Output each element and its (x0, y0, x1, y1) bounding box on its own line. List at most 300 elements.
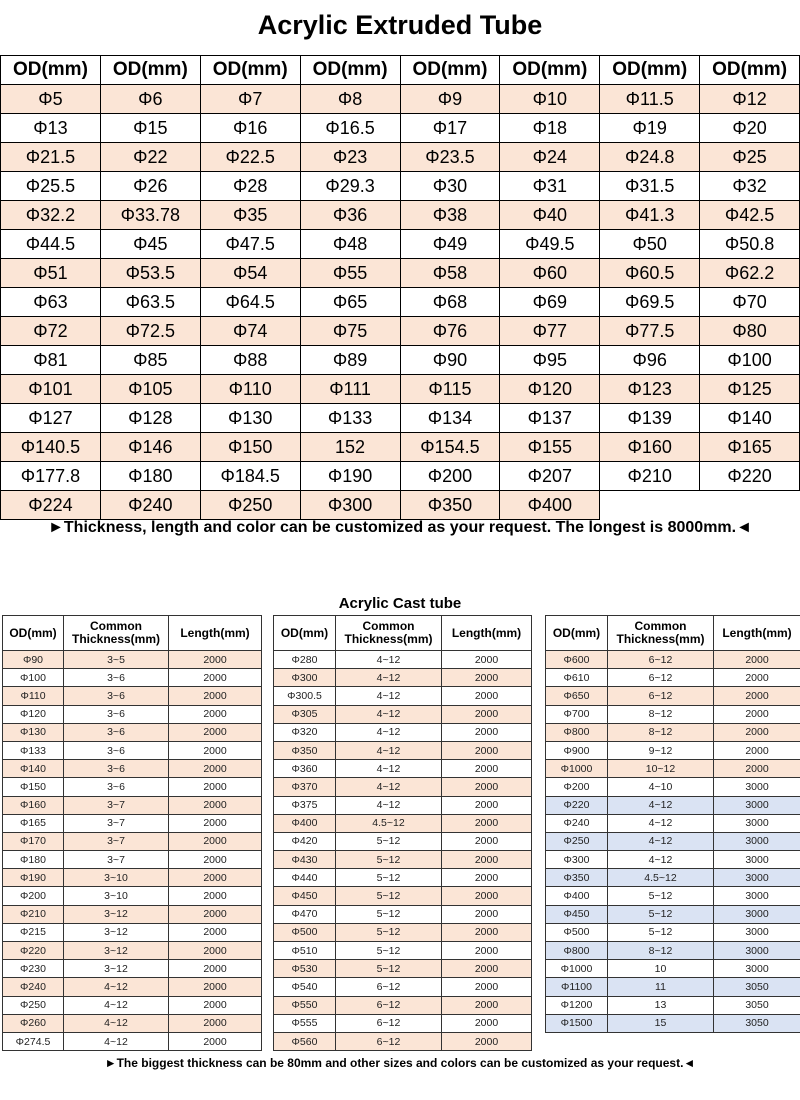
od-cell: Φ21.5 (1, 143, 101, 172)
column-header: OD(mm) (546, 616, 608, 651)
thickness-cell: 6~12 (608, 687, 714, 705)
od-cell: Φ89 (300, 346, 400, 375)
thickness-cell: 4~12 (336, 741, 442, 759)
od-cell: Φ450 (546, 905, 608, 923)
thickness-cell: 4~12 (336, 687, 442, 705)
length-cell: 3050 (714, 978, 800, 996)
table-row (3, 942, 262, 960)
od-cell: Φ33.78 (100, 201, 200, 230)
table-row (3, 687, 262, 705)
od-cell: Φ17 (400, 114, 500, 143)
od-cell: Φ610 (546, 669, 608, 687)
length-cell: 2000 (442, 760, 532, 778)
thickness-cell: 3~12 (64, 905, 169, 923)
thickness-cell: 5~12 (336, 832, 442, 850)
table-row (1, 491, 800, 520)
thickness-cell: 15 (608, 1014, 714, 1032)
table-row (274, 905, 532, 923)
od-cell: Φ220 (3, 942, 64, 960)
length-cell: 3000 (714, 887, 800, 905)
table-row (3, 778, 262, 796)
od-cell: Φ11.5 (600, 85, 700, 114)
length-cell: 2000 (169, 760, 262, 778)
extruded-note: ►Thickness, length and color can be customized as your request. The longest is 8000mm.◄ (48, 519, 752, 536)
table-row (274, 869, 532, 887)
column-header: Common Thickness(mm) (608, 616, 714, 651)
od-cell: Φ550 (274, 996, 336, 1014)
table-row (274, 760, 532, 778)
table-row (274, 942, 532, 960)
empty-cell (700, 491, 800, 520)
length-cell: 2000 (442, 814, 532, 832)
column-header: OD(mm) (3, 616, 64, 651)
length-cell: 2000 (169, 814, 262, 832)
length-cell: 2000 (442, 741, 532, 759)
od-cell: Φ200 (3, 887, 64, 905)
table-row (274, 887, 532, 905)
od-cell: Φ110 (200, 375, 300, 404)
od-cell: Φ77.5 (600, 317, 700, 346)
od-cell: Φ154.5 (400, 433, 500, 462)
table-row (1, 201, 800, 230)
od-cell: Φ250 (3, 996, 64, 1014)
column-header: OD(mm) (400, 56, 500, 85)
od-cell: Φ7 (200, 85, 300, 114)
header-row (546, 616, 800, 651)
length-cell: 2000 (442, 978, 532, 996)
thickness-cell: 3~7 (64, 796, 169, 814)
thickness-cell: 3~6 (64, 687, 169, 705)
od-cell: Φ47.5 (200, 230, 300, 259)
length-cell: 2000 (169, 851, 262, 869)
length-cell: 2000 (442, 996, 532, 1014)
od-cell: Φ80 (700, 317, 800, 346)
thickness-cell: 3~10 (64, 869, 169, 887)
od-cell: Φ250 (546, 832, 608, 850)
thickness-cell: 5~12 (608, 923, 714, 941)
od-cell: Φ31.5 (600, 172, 700, 201)
thickness-cell: 4~12 (64, 996, 169, 1014)
od-cell: Φ300.5 (274, 687, 336, 705)
od-cell: Φ72 (1, 317, 101, 346)
length-cell: 3000 (714, 905, 800, 923)
od-cell: Φ75 (300, 317, 400, 346)
thickness-cell: 3~6 (64, 760, 169, 778)
od-cell: Φ88 (200, 346, 300, 375)
length-cell: 2000 (169, 778, 262, 796)
od-cell: Φ133 (300, 404, 400, 433)
table-row (546, 741, 800, 759)
od-cell: Φ51 (1, 259, 101, 288)
od-cell: Φ440 (274, 869, 336, 887)
thickness-cell: 3~6 (64, 741, 169, 759)
od-cell: Φ60.5 (600, 259, 700, 288)
thickness-cell: 4~12 (336, 796, 442, 814)
length-cell: 2000 (169, 960, 262, 978)
thickness-cell: 9~12 (608, 741, 714, 759)
column-header: OD(mm) (100, 56, 200, 85)
length-cell: 2000 (169, 705, 262, 723)
length-cell: 2000 (169, 1014, 262, 1032)
cast-tube-table-2 (273, 615, 532, 1051)
od-cell: Φ36 (300, 201, 400, 230)
table-row (546, 1014, 800, 1032)
table-row (3, 851, 262, 869)
od-cell: Φ130 (200, 404, 300, 433)
od-cell: Φ49 (400, 230, 500, 259)
table-row (3, 741, 262, 759)
thickness-cell: 5~12 (336, 905, 442, 923)
thickness-cell: 3~12 (64, 923, 169, 941)
od-cell: Φ123 (600, 375, 700, 404)
od-cell: Φ105 (100, 375, 200, 404)
od-cell: Φ300 (300, 491, 400, 520)
od-cell: Φ28 (200, 172, 300, 201)
length-cell: 2000 (169, 651, 262, 669)
thickness-cell: 5~12 (336, 942, 442, 960)
table-row (3, 869, 262, 887)
table-row (546, 687, 800, 705)
od-cell: Φ42.5 (700, 201, 800, 230)
od-cell: Φ600 (546, 651, 608, 669)
length-cell: 3000 (714, 778, 800, 796)
od-cell: Φ50 (600, 230, 700, 259)
od-cell: Φ63.5 (100, 288, 200, 317)
length-cell: 2000 (442, 796, 532, 814)
length-cell: 3000 (714, 869, 800, 887)
od-cell: Φ85 (100, 346, 200, 375)
od-cell: Φ40 (500, 201, 600, 230)
length-cell: 2000 (442, 869, 532, 887)
od-cell: Φ133 (3, 741, 64, 759)
od-cell: Φ146 (100, 433, 200, 462)
thickness-cell: 4~12 (336, 651, 442, 669)
length-cell: 2000 (442, 669, 532, 687)
thickness-cell: 4~12 (64, 1014, 169, 1032)
extruded-tube-table (0, 55, 800, 520)
length-cell: 2000 (169, 687, 262, 705)
od-cell: Φ110 (3, 687, 64, 705)
od-cell: Φ32.2 (1, 201, 101, 230)
od-cell: Φ510 (274, 942, 336, 960)
thickness-cell: 10 (608, 960, 714, 978)
od-cell: Φ207 (500, 462, 600, 491)
od-cell: Φ540 (274, 978, 336, 996)
od-cell: Φ23.5 (400, 143, 500, 172)
table-row (3, 723, 262, 741)
table-row (3, 960, 262, 978)
od-cell: Φ64.5 (200, 288, 300, 317)
od-cell: Φ215 (3, 923, 64, 941)
od-cell: Φ140.5 (1, 433, 101, 462)
length-cell: 3050 (714, 996, 800, 1014)
od-cell: Φ160 (600, 433, 700, 462)
thickness-cell: 4~12 (608, 796, 714, 814)
od-cell: Φ140 (3, 760, 64, 778)
length-cell: 2000 (714, 651, 800, 669)
table-row (546, 669, 800, 687)
thickness-cell: 4.5~12 (608, 869, 714, 887)
od-cell: Φ220 (546, 796, 608, 814)
table-row (546, 851, 800, 869)
od-cell: Φ139 (600, 404, 700, 433)
thickness-cell: 3~6 (64, 778, 169, 796)
thickness-cell: 3~12 (64, 960, 169, 978)
length-cell: 2000 (442, 923, 532, 941)
thickness-cell: 8~12 (608, 942, 714, 960)
od-cell: Φ1000 (546, 960, 608, 978)
od-cell: Φ470 (274, 905, 336, 923)
cast-tube-table-1 (2, 615, 262, 1051)
table-row (3, 814, 262, 832)
od-cell: Φ90 (400, 346, 500, 375)
od-cell: Φ100 (3, 669, 64, 687)
column-header: Length(mm) (442, 616, 532, 651)
od-cell: Φ15 (100, 114, 200, 143)
thickness-cell: 4~10 (608, 778, 714, 796)
column-header: OD(mm) (274, 616, 336, 651)
table-row (3, 651, 262, 669)
od-cell: Φ320 (274, 723, 336, 741)
length-cell: 2000 (442, 687, 532, 705)
length-cell: 2000 (442, 851, 532, 869)
table-row (3, 796, 262, 814)
thickness-cell: 6~12 (336, 1032, 442, 1050)
table-row (1, 346, 800, 375)
od-cell: Φ900 (546, 741, 608, 759)
od-cell: Φ260 (3, 1014, 64, 1032)
thickness-cell: 4~12 (64, 978, 169, 996)
od-cell: Φ22.5 (200, 143, 300, 172)
od-cell: Φ60 (500, 259, 600, 288)
table-row (1, 85, 800, 114)
od-cell: Φ210 (600, 462, 700, 491)
od-cell: Φ420 (274, 832, 336, 850)
table-row (274, 960, 532, 978)
table-row (3, 923, 262, 941)
length-cell: 3000 (714, 923, 800, 941)
length-cell: 3000 (714, 832, 800, 850)
table-row (274, 796, 532, 814)
thickness-cell: 4~12 (336, 760, 442, 778)
table-row (546, 651, 800, 669)
thickness-cell: 3~5 (64, 651, 169, 669)
length-cell: 3000 (714, 796, 800, 814)
thickness-cell: 4.5~12 (336, 814, 442, 832)
thickness-cell: 3~6 (64, 723, 169, 741)
length-cell: 3000 (714, 942, 800, 960)
page-title: Acrylic Extruded Tube (257, 10, 543, 40)
od-cell: Φ240 (3, 978, 64, 996)
length-cell: 2000 (169, 1032, 262, 1050)
od-cell: Φ500 (274, 923, 336, 941)
od-cell: Φ220 (700, 462, 800, 491)
od-cell: Φ23 (300, 143, 400, 172)
table-row (1, 259, 800, 288)
od-cell: Φ700 (546, 705, 608, 723)
od-cell: Φ120 (3, 705, 64, 723)
od-cell: Φ190 (3, 869, 64, 887)
table-row (1, 143, 800, 172)
od-cell: Φ12 (700, 85, 800, 114)
thickness-cell: 5~12 (336, 960, 442, 978)
od-cell: Φ800 (546, 723, 608, 741)
od-cell: Φ68 (400, 288, 500, 317)
table-row (274, 978, 532, 996)
od-cell: Φ350 (274, 741, 336, 759)
table-row (3, 1032, 262, 1050)
od-cell: Φ10 (500, 85, 600, 114)
thickness-cell: 3~10 (64, 887, 169, 905)
table-row (3, 760, 262, 778)
od-cell: Φ19 (600, 114, 700, 143)
od-cell: Φ400 (546, 887, 608, 905)
table-row (3, 1014, 262, 1032)
cast-note: ►The biggest thickness can be 80mm and other sizes and colors can be customized as your request.◄ (104, 1056, 696, 1070)
od-cell: Φ16.5 (300, 114, 400, 143)
od-cell: Φ69.5 (600, 288, 700, 317)
od-cell: Φ350 (400, 491, 500, 520)
thickness-cell: 8~12 (608, 705, 714, 723)
thickness-cell: 3~12 (64, 942, 169, 960)
od-cell: Φ150 (200, 433, 300, 462)
od-cell: Φ38 (400, 201, 500, 230)
table-row (546, 996, 800, 1014)
od-cell: Φ95 (500, 346, 600, 375)
column-header: OD(mm) (700, 56, 800, 85)
od-cell: Φ48 (300, 230, 400, 259)
table-row (274, 1014, 532, 1032)
od-cell: Φ9 (400, 85, 500, 114)
table-row (546, 978, 800, 996)
thickness-cell: 8~12 (608, 723, 714, 741)
column-header: Length(mm) (714, 616, 800, 651)
table-row (3, 996, 262, 1014)
od-cell: Φ180 (3, 851, 64, 869)
thickness-cell: 3~7 (64, 814, 169, 832)
od-cell: Φ100 (700, 346, 800, 375)
od-cell: Φ400 (500, 491, 600, 520)
column-header: Length(mm) (169, 616, 262, 651)
length-cell: 2000 (169, 796, 262, 814)
od-cell: Φ120 (500, 375, 600, 404)
thickness-cell: 3~7 (64, 832, 169, 850)
column-header: Common Thickness(mm) (336, 616, 442, 651)
table-row (1, 375, 800, 404)
thickness-cell: 5~12 (336, 887, 442, 905)
od-cell: Φ25 (700, 143, 800, 172)
od-cell: Φ180 (100, 462, 200, 491)
od-cell: Φ20 (700, 114, 800, 143)
length-cell: 2000 (442, 1014, 532, 1032)
od-cell: Φ90 (3, 651, 64, 669)
thickness-cell: 13 (608, 996, 714, 1014)
od-cell: Φ53.5 (100, 259, 200, 288)
od-cell: Φ165 (3, 814, 64, 832)
table-row (3, 705, 262, 723)
length-cell: 2000 (169, 942, 262, 960)
od-cell: Φ224 (1, 491, 101, 520)
od-cell: Φ130 (3, 723, 64, 741)
thickness-cell: 4~12 (608, 832, 714, 850)
od-cell: Φ62.2 (700, 259, 800, 288)
table-row (3, 832, 262, 850)
column-header: OD(mm) (1, 56, 101, 85)
header-row (274, 616, 532, 651)
thickness-cell: 5~12 (608, 887, 714, 905)
thickness-cell: 6~12 (608, 669, 714, 687)
od-cell: Φ230 (3, 960, 64, 978)
od-cell: Φ240 (100, 491, 200, 520)
od-cell: Φ450 (274, 887, 336, 905)
length-cell: 2000 (169, 832, 262, 850)
thickness-cell: 5~12 (336, 851, 442, 869)
thickness-cell: 4~12 (608, 814, 714, 832)
od-cell: Φ125 (700, 375, 800, 404)
od-cell: Φ210 (3, 905, 64, 923)
empty-cell (600, 491, 700, 520)
table-row (274, 669, 532, 687)
cast-tube-table-3 (545, 615, 800, 1033)
od-cell: Φ54 (200, 259, 300, 288)
od-cell: Φ500 (546, 923, 608, 941)
thickness-cell: 4~12 (336, 778, 442, 796)
thickness-cell: 11 (608, 978, 714, 996)
thickness-cell: 4~12 (336, 669, 442, 687)
thickness-cell: 6~12 (336, 1014, 442, 1032)
od-cell: Φ35 (200, 201, 300, 230)
od-cell: Φ150 (3, 778, 64, 796)
od-cell: Φ81 (1, 346, 101, 375)
table-row (274, 651, 532, 669)
od-cell: Φ72.5 (100, 317, 200, 346)
od-cell: Φ22 (100, 143, 200, 172)
od-cell: Φ31 (500, 172, 600, 201)
table-row (546, 814, 800, 832)
table-row (1, 433, 800, 462)
table-row (274, 851, 532, 869)
od-cell: Φ25.5 (1, 172, 101, 201)
thickness-cell: 10~12 (608, 760, 714, 778)
od-cell: Φ101 (1, 375, 101, 404)
length-cell: 3000 (714, 814, 800, 832)
table-row (274, 832, 532, 850)
table-row (546, 942, 800, 960)
od-cell: Φ240 (546, 814, 608, 832)
column-header: OD(mm) (500, 56, 600, 85)
column-header: Common Thickness(mm) (64, 616, 169, 651)
od-cell: Φ5 (1, 85, 101, 114)
od-cell: Φ137 (500, 404, 600, 433)
od-cell: Φ400 (274, 814, 336, 832)
table-row (274, 814, 532, 832)
od-cell: Φ170 (3, 832, 64, 850)
od-cell: Φ350 (546, 869, 608, 887)
header-row (1, 56, 800, 85)
table-row (3, 905, 262, 923)
length-cell: 2000 (442, 960, 532, 978)
table-row (1, 404, 800, 433)
od-cell: Φ800 (546, 942, 608, 960)
od-cell: Φ560 (274, 1032, 336, 1050)
od-cell: Φ160 (3, 796, 64, 814)
thickness-cell: 5~12 (336, 869, 442, 887)
thickness-cell: 4~12 (64, 1032, 169, 1050)
od-cell: Φ58 (400, 259, 500, 288)
length-cell: 2000 (169, 996, 262, 1014)
od-cell: Φ305 (274, 705, 336, 723)
od-cell: Φ111 (300, 375, 400, 404)
